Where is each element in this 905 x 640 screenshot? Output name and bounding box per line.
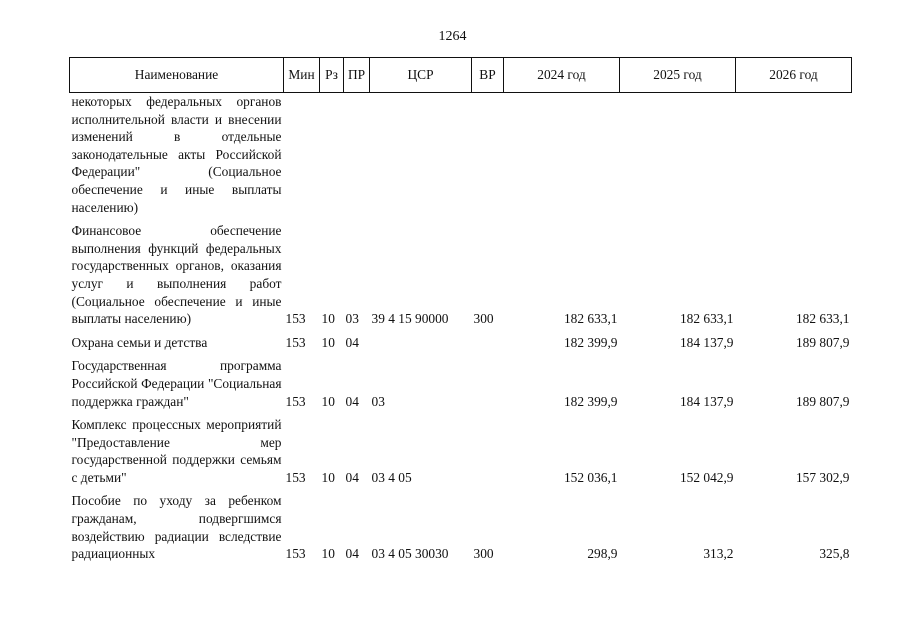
row-2024: 182 399,9 <box>563 334 618 350</box>
row-name: некоторых федеральных органов исполнительной власти и внесении изменений в отдельные законодательные акты Российской Федерации" (Социальное обеспечение и иные выплаты населению) <box>71 94 282 215</box>
row-2025: 182 633,1 <box>679 311 734 327</box>
header-csr: ЦСР <box>370 58 472 93</box>
header-name: Наименование <box>70 58 284 93</box>
row-2025: 184 137,9 <box>679 334 734 350</box>
row-name: Пособие по уходу за ребенком гражданам, подвергшимся воздействию радиации вследствие радиационных <box>71 493 282 562</box>
row-name: Финансовое обеспечение выполнения функций федеральных государственных органов, оказания услуг и выполнения работ (Социальное обеспечение и иные выплаты населению) <box>71 223 282 327</box>
header-rz: Рз <box>320 58 344 93</box>
row-2024: 298,9 <box>587 546 618 562</box>
row-min: 153 <box>285 311 306 327</box>
row-min: 153 <box>285 393 306 409</box>
row-2026: 157 302,9 <box>795 469 850 485</box>
row-rz: 10 <box>321 469 335 485</box>
row-min: 153 <box>285 546 306 562</box>
table-row <box>70 222 852 328</box>
row-vr <box>472 334 504 352</box>
row-2024 <box>504 93 620 217</box>
row-2025 <box>620 93 736 217</box>
row-2025: 184 137,9 <box>679 393 734 409</box>
header-vr: ВР <box>472 58 504 93</box>
header-2025: 2025 год <box>620 58 736 93</box>
row-2025: 313,2 <box>703 546 734 562</box>
row-2024: 182 399,9 <box>563 393 618 409</box>
row-csr: 03 <box>371 393 385 409</box>
row-vr: 300 <box>473 311 494 327</box>
row-rz: 10 <box>321 546 335 562</box>
row-2026: 189 807,9 <box>795 334 850 350</box>
row-rz <box>320 93 344 217</box>
row-pr: 04 <box>345 393 359 409</box>
row-name: Комплекс процессных мероприятий "Предоставление мер государственной поддержки семьям с детьми" <box>71 417 282 485</box>
row-2026: 189 807,9 <box>795 393 850 409</box>
row-csr <box>370 334 472 352</box>
row-min: 153 <box>285 469 306 485</box>
row-pr <box>344 93 370 217</box>
row-vr: 300 <box>473 546 494 562</box>
row-vr <box>472 357 504 410</box>
row-name: Государственная программа Российской Федерации "Социальная поддержка граждан" <box>71 358 282 409</box>
row-pr: 04 <box>345 469 359 485</box>
row-2026: 182 633,1 <box>795 311 850 327</box>
row-rz: 10 <box>321 334 335 350</box>
row-pr: 03 <box>345 311 359 327</box>
page-number: 1264 <box>438 29 467 44</box>
table-header-row <box>70 58 852 93</box>
table-row <box>70 492 852 562</box>
table-row <box>70 416 852 486</box>
table-row <box>70 334 852 352</box>
row-name: Охрана семьи и детства <box>71 334 208 350</box>
row-csr: 39 4 15 90000 <box>371 311 449 327</box>
budget-table <box>69 57 852 563</box>
row-rz: 10 <box>321 311 335 327</box>
row-vr <box>472 93 504 217</box>
table-row <box>70 93 852 217</box>
header-2026: 2026 год <box>736 58 852 93</box>
row-pr: 04 <box>345 334 359 350</box>
row-min: 153 <box>285 334 306 350</box>
row-csr <box>370 93 472 217</box>
row-2026 <box>736 93 852 217</box>
row-csr: 03 4 05 30030 <box>371 546 449 562</box>
header-min: Мин <box>284 58 320 93</box>
row-2026: 325,8 <box>819 546 850 562</box>
row-2024: 182 633,1 <box>563 311 618 327</box>
row-rz: 10 <box>321 393 335 409</box>
row-vr <box>472 416 504 486</box>
header-2024: 2024 год <box>504 58 620 93</box>
row-min <box>284 93 320 217</box>
row-csr: 03 4 05 <box>371 469 412 485</box>
row-2025: 152 042,9 <box>679 469 734 485</box>
row-pr: 04 <box>345 546 359 562</box>
header-pr: ПР <box>344 58 370 93</box>
table-row <box>70 357 852 410</box>
row-2024: 152 036,1 <box>563 469 618 485</box>
